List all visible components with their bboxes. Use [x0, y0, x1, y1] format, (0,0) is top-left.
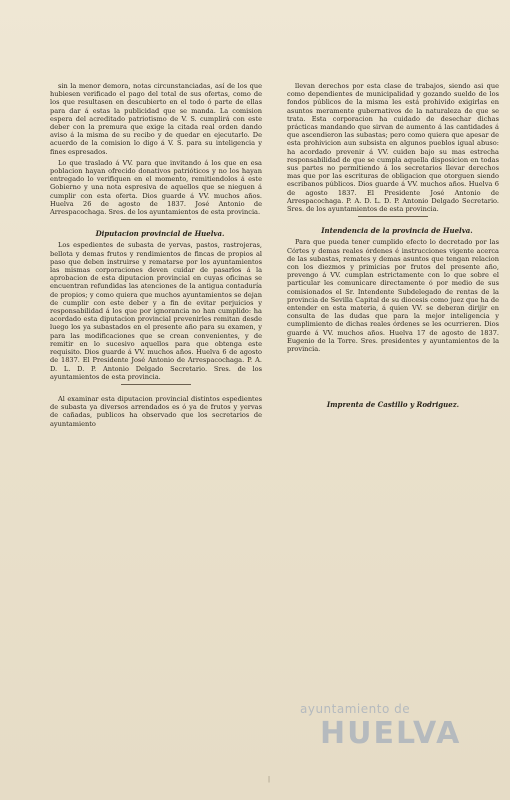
right-column	[287, 82, 499, 410]
left-paragraph-1: sin la menor demora, notas circunstanciadas, así de los que hubiesen verificado el pago del total de sus ofertas, como de los que resultasen en descubierto en el todo ó parte de ellas para dar á estas la publicidad que se manda. La comision espera del acreditado patriotismo de V. S. cumplirá con este deber con la premura que exige la citada real orden dando aviso á la misma de su recibo y de quedar en ejecutarlo. De acuerdo de la comision lo digo á V. S. para su inteligencia y fines espresados.	[50, 82, 262, 156]
left-column	[50, 82, 262, 431]
left-paragraph-3: Los espedientes de subasta de yervas, pastos, rastrojeras, bellota y demas frutos y rendimientos de fincas de propios al paso que deben instruirse y rematarse por los ayuntamientos las mismas corporaciones deven cuidar de pasarlos á la aprobacion de esta diputacion provincial en cuyas oficinas se encuentran refundidas las atenciones de la antigua contaduría de propios; y como quiera que muchos ayuntamientos se dejan de cumplir con este deber y a fin de evitar perjuicios y responsabilidad á los que por ignorancia no han cumplido: ha acordado esta diputacion provincial prevenirles remitan desde luego los ya subastados en el presente año para su examen, y para las modificaciones que se crean convenientes, y de remitir en lo sucesivo aquellos para que obtenga este requisito. Dios guarde á VV. muchos años. Huelva 6 de agosto de 1837. El Presidente José Antonio de Arrespacochaga. P. A. D. L. D. P. Antonio Delgado Secretario. Sres. de los ayuntamientos de esta provincia.	[50, 241, 262, 381]
section-divider	[121, 384, 191, 385]
left-paragraph-2: Lo que traslado á VV. para que invitando á los que en esa poblacion hayan ofrecido donativos patrióticos y no los hayan entregado lo verifiquen en el momento, remitiendolos á este Gobierno y una nota espresiva de aquellos que se nieguen á cumplir con esta oferta. Dios guarde á VV. muchos años. Huelva 26 de agosto de 1837. José Antonio de Arrespacochaga. Sres. de los ayuntamientos de esta provincia.	[50, 158, 262, 217]
archive-watermark	[300, 702, 500, 762]
right-paragraph-1: llevan derechos por esta clase de trabajos, siendo asi que como dependientes de municipalidad y gozando sueldo de los fondos públicos de la misma les está prohivido exigirlas en asuntos meramente gubernativos de la naturaleza de que se trata. Esta corporacion ha cuidado de desechar dichas prácticas mandando que sirvan de aumento á las cantidades á que ascendieron las subastas; pero como quiera que apesar de esta prohivicion aun subsista en algunos pueblos igual abuso: ha acordado prevenir á VV. cuiden bajo su mas estrecha responsabilidad de que se cumpla aquella disposicion en todas sus partes no permitiendo á los secretarios llevar derechos mas que por las escrituras de obligacion que otorguen siendo escribanos públicos. Dios guarde á VV. muchos años. Huelva 6 de agosto 1837. El Presidente José Antonio de Arrespacochaga. P. A. D. L. D. P. Antonio Delgado Secretario. Sres. de los ayuntamientos de esta provincia.	[287, 82, 499, 214]
right-paragraph-2: Para que pueda tener cumplido efecto lo decretado por las Córtes y demas reales órdenes é instrucciones vigente acerca de las subastas, remates y demas asuntos que tengan relacion con los diezmos y primicias por frutos del presente año, prevengo á VV. cumplan estrictamente con lo que sobre el particular les comunicare directamente ó por medio de sus comisionados el Sr. Intendente Subdelegado de rentas de la provincia de Sevilla Capital de su diocesis como juez que ha de entender en esta materia, á quien VV. se deberan dirijir en consulta de las dudas que para la mejor inteligencia y cumplimiento de dichas reales órdenes se les ocurrieren. Dios guarde á VV. muchos años. Huelva 17 de agosto de 1837. Eugenio de la Torre. Sres. presidentes y ayuntamientos de la provincia.	[287, 238, 499, 354]
section-heading-diputacion: Diputacion provincial de Huelva.	[95, 229, 225, 239]
watermark-text-huelva: HUELVA	[320, 716, 462, 751]
section-heading-intendencia: Intendencia de la provincia de Huelva.	[321, 226, 473, 236]
page-mark: |	[268, 776, 271, 783]
printer-imprint: Imprenta de Castillo y Rodriguez.	[326, 400, 460, 410]
watermark-text-top: ayuntamiento de	[300, 702, 411, 716]
section-divider	[121, 219, 191, 220]
left-paragraph-4: Al examinar esta diputacion provincial distintos espedientes de subasta ya diversos arrendados es ó ya de frutos y yervas de cañadas, publicos ha observado que los secretarios de ayuntamiento	[50, 394, 262, 428]
section-divider	[358, 216, 428, 217]
